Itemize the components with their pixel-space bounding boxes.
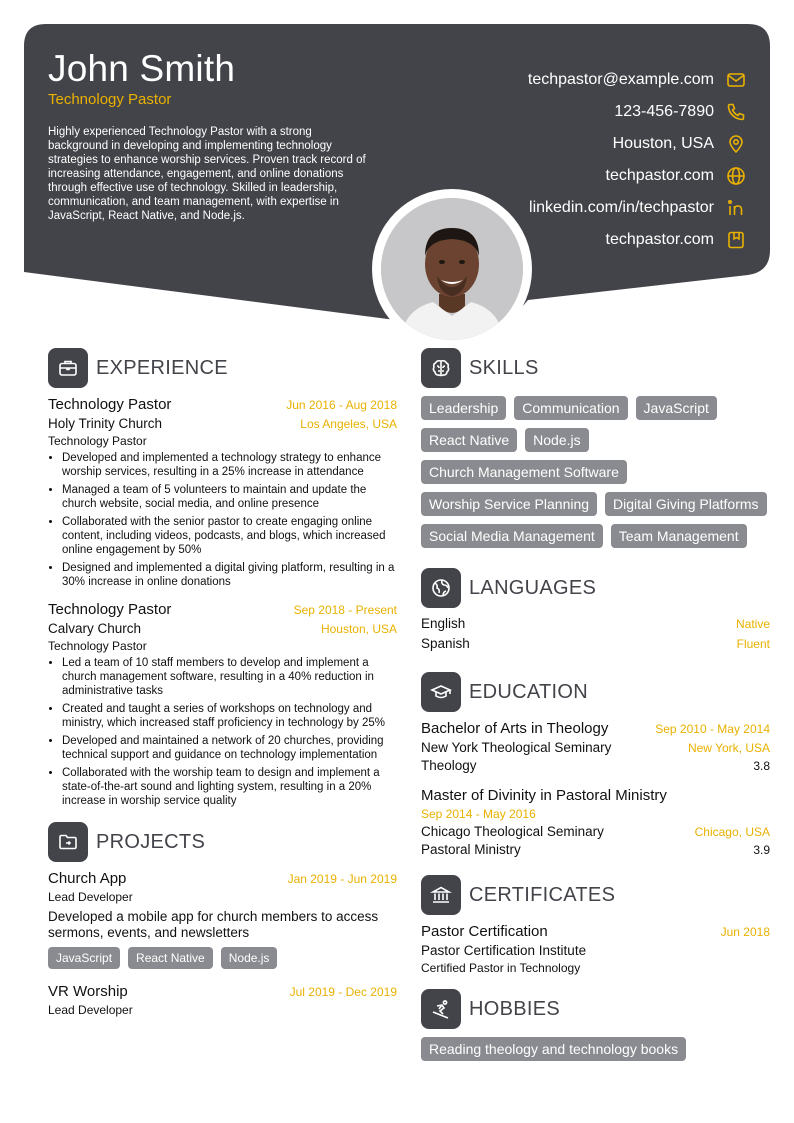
contact-portfolio-text[interactable]: techpastor.com <box>605 231 714 248</box>
project-item <box>48 983 397 1017</box>
hobbies-heading: HOBBIES <box>469 997 561 1020</box>
experience-item <box>48 601 397 808</box>
school: Chicago Theological Seminary <box>421 824 604 839</box>
certificate-detail: Certified Pastor in Technology <box>421 961 581 975</box>
job-achievements <box>48 656 397 808</box>
brain-icon <box>421 348 461 388</box>
language-level: Fluent <box>736 637 770 651</box>
job-achievements <box>48 451 397 589</box>
degree: Master of Divinity in Pastoral Ministry <box>421 787 667 804</box>
skills-list <box>421 396 770 548</box>
list-item: • Developed and implemented a technology strategy to enhance worship services, resulting in a 25% increase in attendance <box>62 451 397 479</box>
project-dates: Jan 2019 - Jun 2019 <box>287 872 397 886</box>
job-role: Technology Pastor <box>48 434 147 448</box>
gpa: 3.8 <box>753 759 770 773</box>
left-column <box>48 348 397 1017</box>
skills-section-header <box>421 348 770 388</box>
candidate-title: Technology Pastor <box>48 91 172 108</box>
field-of-study: Theology <box>421 758 477 773</box>
skill-tag: JavaScript <box>636 396 717 420</box>
project-tags <box>48 947 397 969</box>
field-of-study: Pastoral Ministry <box>421 842 521 857</box>
skill-tag: Node.js <box>525 428 588 452</box>
skill-tag: Worship Service Planning <box>421 492 597 516</box>
certificate-title: Pastor Certification <box>421 923 548 940</box>
skill-tag: Leadership <box>421 396 506 420</box>
location-icon <box>726 134 746 154</box>
phone-icon <box>726 102 746 122</box>
job-company: Calvary Church <box>48 621 142 636</box>
right-column <box>421 348 770 1061</box>
hobbies-section-header <box>421 989 770 1029</box>
globe-icon <box>726 166 746 186</box>
certificate-date: Jun 2018 <box>720 925 770 939</box>
school: New York Theological Seminary <box>421 740 612 755</box>
list-item: • Collaborated with the worship team to design and implement a state-of-the-art sound and lighting system, resulting in a 20% increase in worship service quality <box>62 766 397 808</box>
gpa: 3.9 <box>753 843 770 857</box>
folder-icon <box>48 822 88 862</box>
briefcase-icon <box>48 348 88 388</box>
skill-tag: Communication <box>514 396 627 420</box>
tag: Node.js <box>221 947 278 969</box>
job-dates: Sep 2018 - Present <box>293 603 397 617</box>
certificates-section-header <box>421 875 770 915</box>
language-level: Native <box>735 617 770 631</box>
projects-heading: PROJECTS <box>96 830 206 853</box>
languages-section-header <box>421 568 770 608</box>
contact-phone-text[interactable]: 123-456-7890 <box>614 103 714 120</box>
list-item: • Managed a team of 5 volunteers to maintain and update the church website, social media, and online presence <box>62 483 397 511</box>
profile-photo <box>381 198 523 340</box>
language-row <box>421 616 770 636</box>
skill-tag: Social Media Management <box>421 524 603 548</box>
skill-tag: Digital Giving Platforms <box>605 492 767 516</box>
education-location: Chicago, USA <box>694 825 770 839</box>
contact-website-text[interactable]: techpastor.com <box>605 167 714 184</box>
tag: React Native <box>128 947 213 969</box>
education-heading: EDUCATION <box>469 680 588 703</box>
contact-phone[interactable] <box>426 96 746 128</box>
contact-location-text: Houston, USA <box>612 135 714 152</box>
email-icon <box>726 70 746 90</box>
list-item: • Led a team of 10 staff members to develop and implement a church management software, resulting in a 40% reduction in administrative tasks <box>62 656 397 698</box>
hobbies-list <box>421 1037 770 1061</box>
institution-icon <box>421 875 461 915</box>
profile-summary: Highly experienced Technology Pastor with a strong background in developing and implementing technology strategies to enhance worship services. Proven track record of increasing attendance, engagement, and online donations through effective use of technology. Skilled in leadership, communication, and team management, with expertise in JavaScript, React Native, and Node.js. <box>48 126 366 222</box>
job-title: Technology Pastor <box>48 601 172 618</box>
project-title: VR Worship <box>48 983 128 1000</box>
bookmark-icon <box>726 230 746 250</box>
skill-tag: React Native <box>421 428 517 452</box>
tag: JavaScript <box>48 947 120 969</box>
list-item: • Created and taught a series of workshops on technology and ministry, which increased staff proficiency in technology by 25% <box>62 702 397 730</box>
certificates-heading: CERTIFICATES <box>469 883 616 906</box>
experience-item <box>48 396 397 589</box>
project-role: Lead Developer <box>48 1003 133 1017</box>
contact-linkedin-text[interactable]: linkedin.com/in/techpastor <box>529 199 714 216</box>
contact-location <box>426 128 746 160</box>
job-dates: Jun 2016 - Aug 2018 <box>286 398 397 412</box>
skiing-icon <box>421 989 461 1029</box>
hobby-tag: Reading theology and technology books <box>421 1037 686 1061</box>
job-location: Houston, USA <box>320 622 397 636</box>
list-item: • Collaborated with the senior pastor to create engaging online content, including videos, podcasts, and blogs, which increased online engagement by 50% <box>62 515 397 557</box>
list-item: • Developed and maintained a network of 20 churches, providing technical support and guidance on technology implementation <box>62 734 397 762</box>
experience-section-header <box>48 348 397 388</box>
project-item <box>48 870 397 969</box>
degree: Bachelor of Arts in Theology <box>421 720 609 737</box>
language-list <box>421 616 770 656</box>
skill-tag: Church Management Software <box>421 460 627 484</box>
list-item: • Designed and implemented a digital giving platform, resulting in a 30% increase in online donations <box>62 561 397 589</box>
projects-section-header <box>48 822 397 862</box>
graduation-cap-icon <box>421 672 461 712</box>
skills-heading: SKILLS <box>469 356 539 379</box>
job-location: Los Angeles, USA <box>300 417 397 431</box>
language-name: Spanish <box>421 636 470 651</box>
education-dates: Sep 2010 - May 2014 <box>655 722 770 736</box>
education-section-header <box>421 672 770 712</box>
linkedin-icon <box>726 198 746 218</box>
contact-website[interactable] <box>426 160 746 192</box>
language-name: English <box>421 616 466 631</box>
language-globe-icon <box>421 568 461 608</box>
skill-tag: Team Management <box>611 524 747 548</box>
languages-heading: LANGUAGES <box>469 576 597 599</box>
job-role: Technology Pastor <box>48 639 147 653</box>
job-company: Holy Trinity Church <box>48 416 163 431</box>
contact-email-text[interactable]: techpastor@example.com <box>527 71 714 88</box>
project-role: Lead Developer <box>48 890 133 904</box>
certificate-issuer: Pastor Certification Institute <box>421 943 587 958</box>
project-title: Church App <box>48 870 127 887</box>
education-location: New York, USA <box>687 741 770 755</box>
experience-heading: EXPERIENCE <box>96 356 228 379</box>
contact-email[interactable] <box>426 64 746 96</box>
project-description: Developed a mobile app for church members to access sermons, events, and newsletters <box>48 909 379 940</box>
candidate-name: John Smith <box>48 48 236 89</box>
education-item <box>421 787 770 857</box>
language-row <box>421 636 770 656</box>
certificate-item <box>421 923 770 975</box>
education-dates: Sep 2014 - May 2016 <box>421 807 536 821</box>
project-dates: Jul 2019 - Dec 2019 <box>289 985 397 999</box>
job-title: Technology Pastor <box>48 396 172 413</box>
education-item <box>421 720 770 773</box>
